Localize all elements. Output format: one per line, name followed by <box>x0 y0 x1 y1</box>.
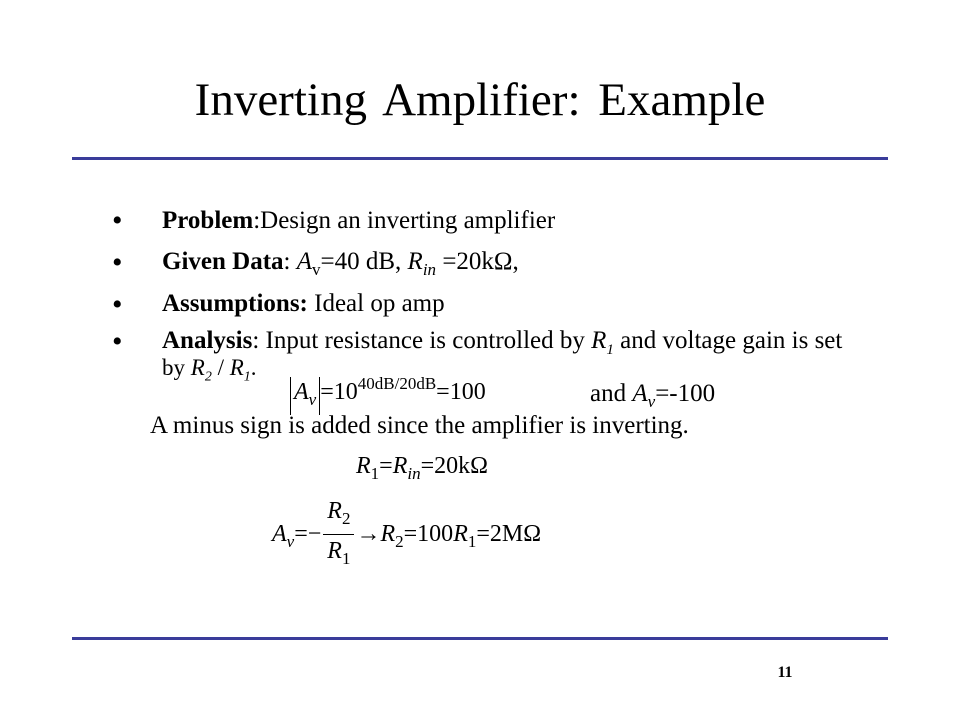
resistor-ratio <box>323 496 354 575</box>
bullet-dot: • <box>112 246 123 279</box>
r2-value: =2MΩ <box>476 521 542 548</box>
equals-minus: =− <box>294 521 322 548</box>
gain-subscript: v <box>647 392 656 411</box>
slide-title: Inverting Amplifier: Example <box>194 74 766 126</box>
rin-subscript: in <box>422 260 437 279</box>
bullet-text: Input resistance is controlled by <box>265 327 592 354</box>
bullet-label: Assumptions: <box>162 290 308 317</box>
gain-exponent: 40dB/20dB <box>357 374 437 393</box>
equals-hundred: =100 <box>403 521 454 548</box>
r1-value: =20kΩ <box>420 453 488 479</box>
r1-symbol: R <box>327 538 342 564</box>
by-text: by <box>162 355 191 380</box>
bullet-problem <box>162 205 555 236</box>
period: . <box>250 355 257 380</box>
r1-symbol: R <box>356 453 371 479</box>
r2-symbol: R <box>380 521 396 548</box>
bullet-assumptions <box>162 288 445 319</box>
r1-symbol: R <box>453 521 468 548</box>
bullet-dot: • <box>112 288 123 321</box>
r2-subscript: 2 <box>204 369 212 385</box>
gain-equation <box>290 370 486 415</box>
arrow-icon: → <box>356 521 381 548</box>
bullet-text: Ideal op amp <box>307 290 445 317</box>
and-text: and <box>590 380 633 407</box>
r1-subscript: 1 <box>341 549 351 568</box>
gain-subscript: v <box>286 532 295 552</box>
rin-value: =20kΩ, <box>436 248 519 275</box>
r2-subscript: 2 <box>395 532 404 552</box>
r1-symbol: R <box>591 327 607 354</box>
gain-value: =-100 <box>655 380 716 407</box>
gain-symbol: A <box>632 380 648 407</box>
r2-symbol: R <box>190 355 205 380</box>
bullet-label: Given Data <box>162 248 284 275</box>
bullet-separator: : <box>252 327 266 354</box>
equals: = <box>379 453 393 479</box>
rin-symbol: R <box>392 453 408 479</box>
page-number: 11 <box>777 664 793 681</box>
r1-symbol: R <box>229 355 244 380</box>
slash-text: / <box>211 355 230 380</box>
r1-subscript: 1 <box>243 369 251 385</box>
rin-symbol: R <box>407 248 423 275</box>
gain-subscript: v <box>312 260 321 279</box>
top-divider <box>72 157 888 160</box>
bullet-separator: : <box>283 248 297 275</box>
bullet-label: Analysis <box>162 327 253 354</box>
bullet-analysis <box>162 325 842 366</box>
r1-subscript: 1 <box>606 342 614 358</box>
r2-equation <box>272 496 541 575</box>
gain-value: =40 dB, <box>320 248 408 275</box>
gain-magnitude <box>290 377 320 415</box>
gain-symbol: A <box>272 521 287 548</box>
equals-hundred: =100 <box>436 379 486 405</box>
r1-equation <box>356 452 488 488</box>
ratio-numerator <box>323 496 354 535</box>
bullet-text-2: and voltage gain is set <box>613 327 843 354</box>
r2-symbol: R <box>327 498 342 524</box>
bottom-divider <box>72 637 888 640</box>
bullet-given-data <box>162 246 519 285</box>
rin-subscript: in <box>407 464 421 483</box>
bullet-text: Design an inverting amplifier <box>260 207 556 234</box>
ratio-denominator <box>323 535 354 575</box>
bullet-label: Problem <box>162 207 254 234</box>
analysis-continuation <box>162 354 257 392</box>
minus-sign-note: A minus sign is added since the amplifier is inverting. <box>150 412 689 439</box>
bullet-dot: • <box>112 325 123 358</box>
gain-symbol: A <box>294 379 309 405</box>
gain-symbol: A <box>296 248 313 275</box>
bullet-dot: • <box>112 204 123 237</box>
bullet-separator: : <box>253 207 261 234</box>
r2-subscript: 2 <box>341 509 351 528</box>
equals-ten: =10 <box>320 379 358 405</box>
r1-subscript: 1 <box>370 464 380 483</box>
gain-subscript: v <box>308 390 317 409</box>
r1-subscript: 1 <box>467 532 477 552</box>
